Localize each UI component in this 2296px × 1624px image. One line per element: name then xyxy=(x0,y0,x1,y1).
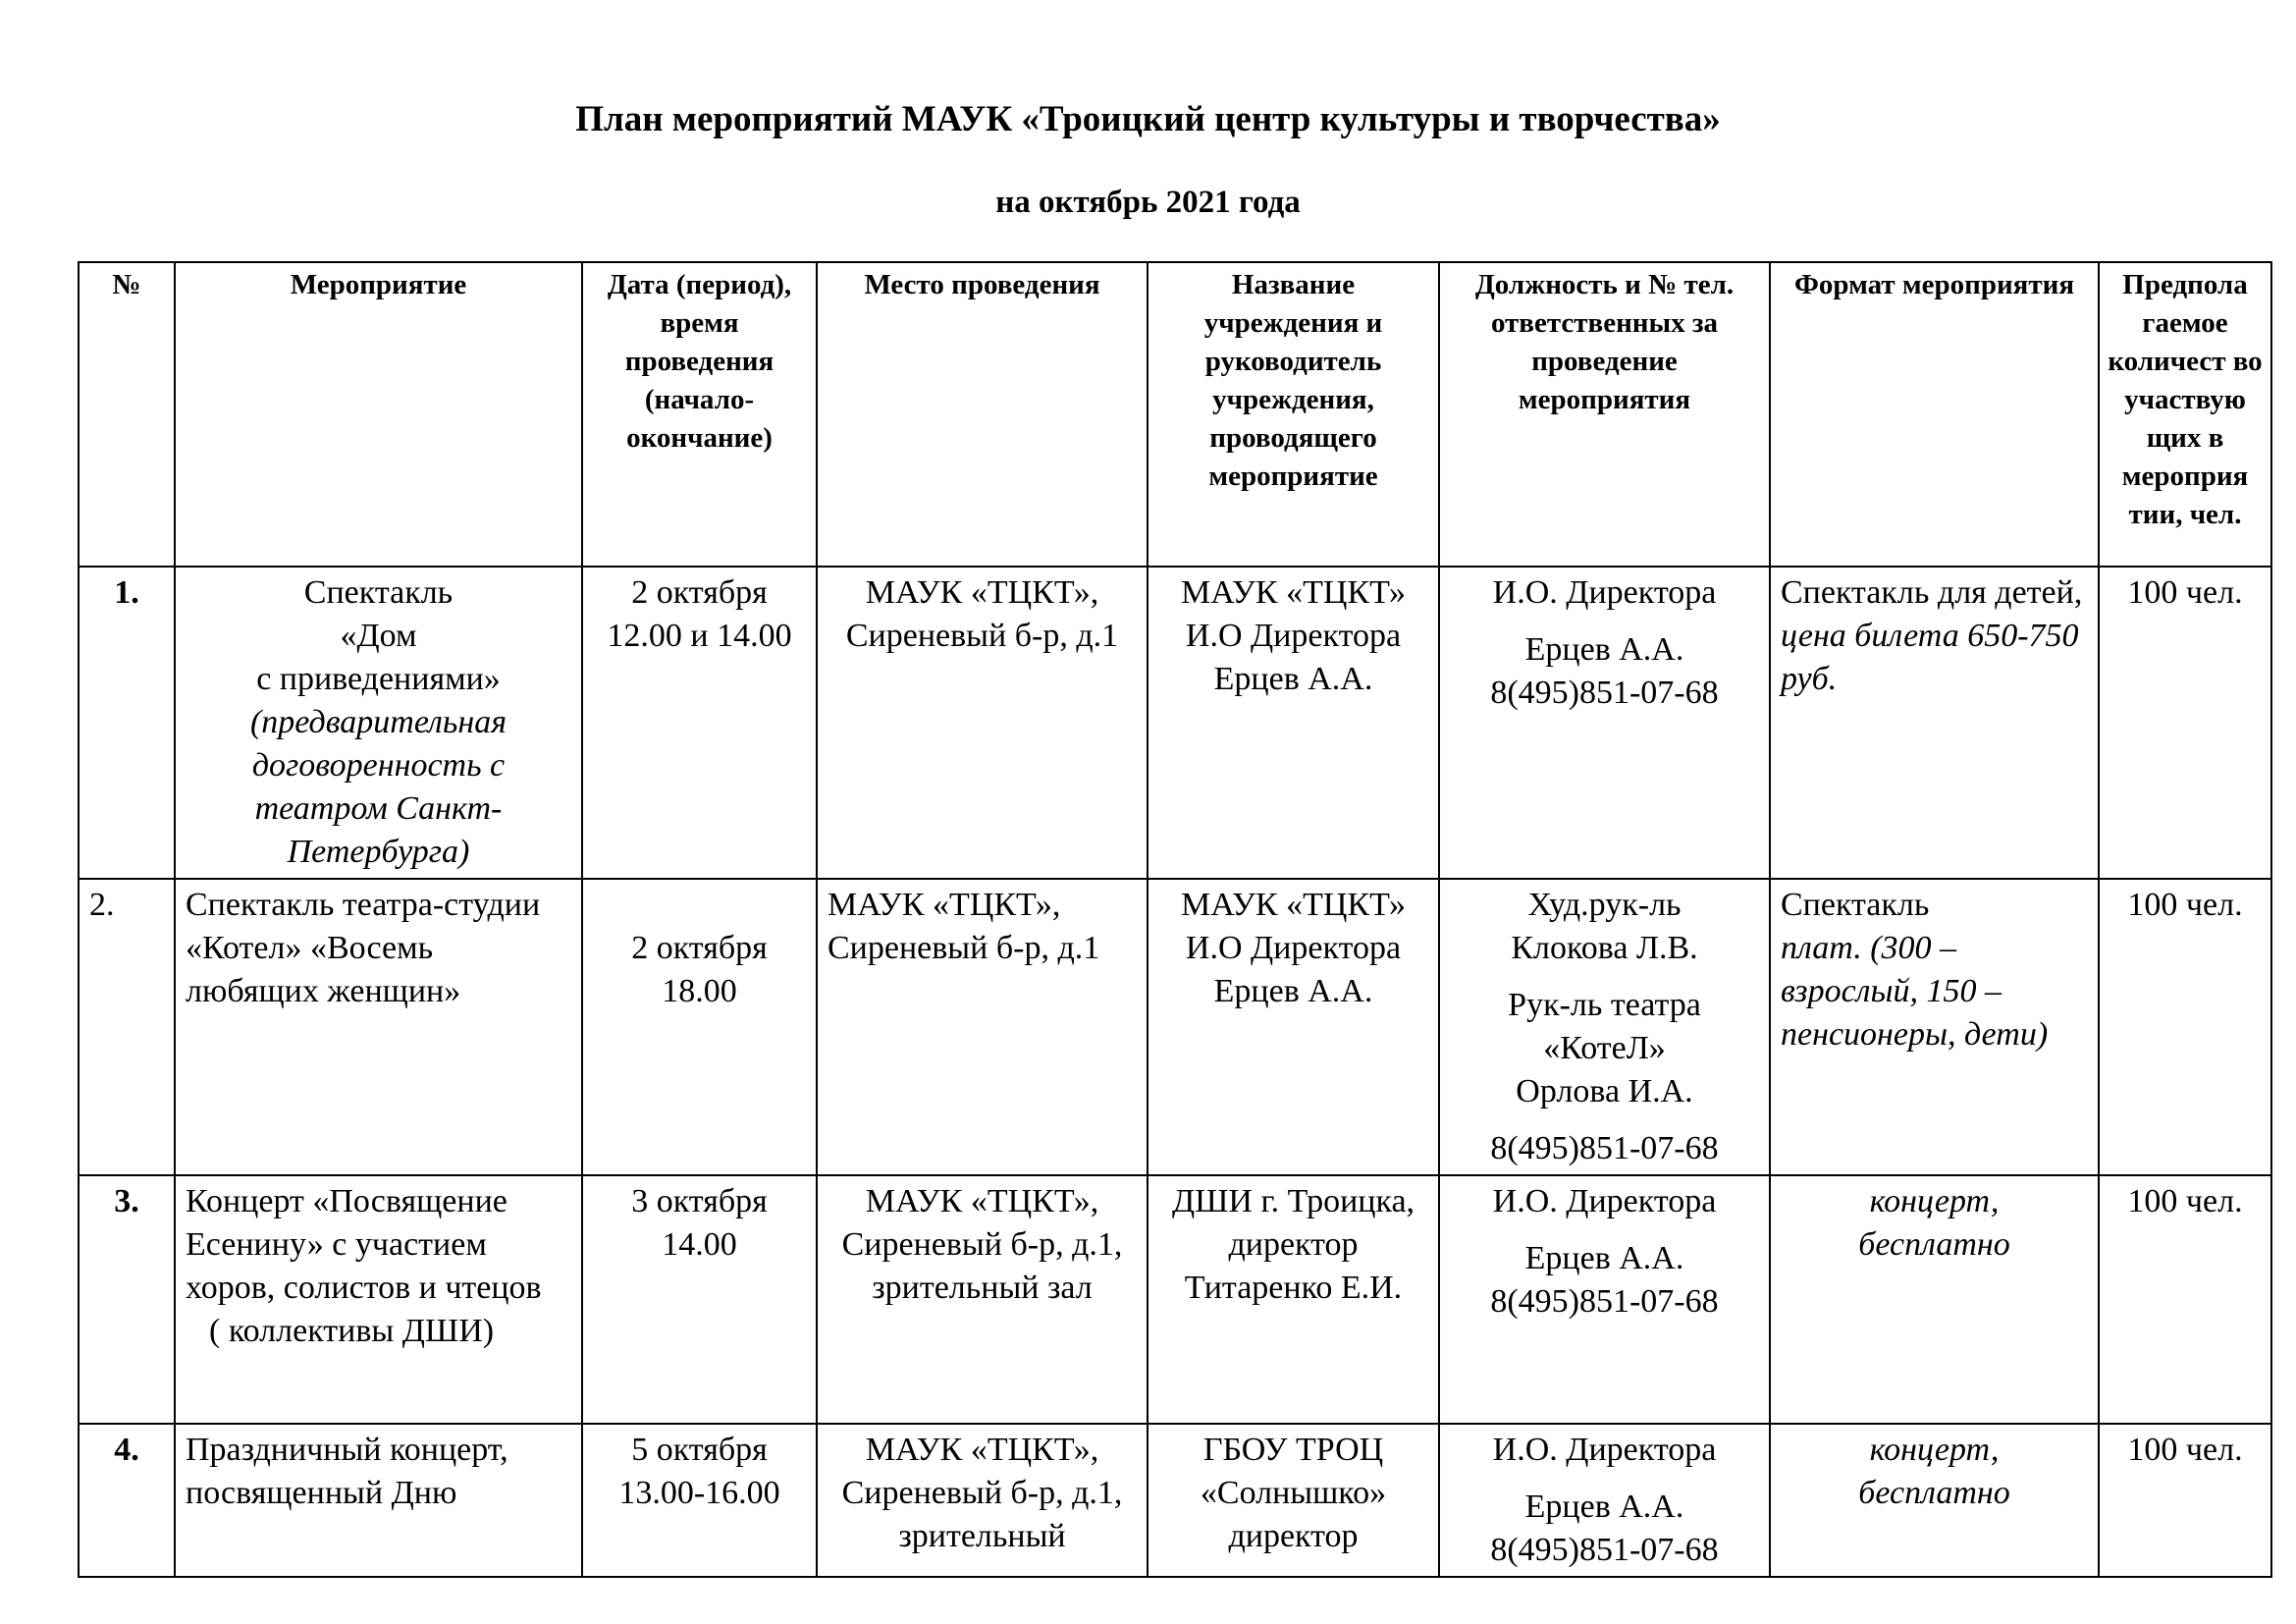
row-num: 1. xyxy=(79,567,175,879)
row-date xyxy=(582,879,817,1175)
table-row xyxy=(79,1424,2271,1577)
row-date: 3 октября 14.00 xyxy=(582,1175,817,1424)
row-format: концерт, бесплатно xyxy=(1770,1424,2099,1577)
event-line: с приведениями» xyxy=(256,661,501,697)
format-note: плат. (300 – взрослый, 150 – пенсионеры, дети) xyxy=(1781,930,2049,1053)
resp-line: Ерцев А.А. 8(495)851-07-68 xyxy=(1490,631,1719,711)
format-text: Спектакль xyxy=(1781,887,1930,923)
table-row xyxy=(79,1175,2271,1424)
header-num: № xyxy=(79,262,175,567)
header-resp: Должность и № тел. ответственных за проведение мероприятия xyxy=(1439,262,1770,567)
header-date: Дата (период), время проведения (начало-окончание) xyxy=(582,262,817,567)
row-org: МАУК «ТЦКТ» И.О Директора Ерцев А.А. xyxy=(1148,567,1439,879)
event-text: Концерт «Посвящение Есенину» с участием хоров, солистов и чтецов xyxy=(186,1183,542,1306)
header-place: Место проведения xyxy=(817,262,1148,567)
row-place: МАУК «ТЦКТ», Сиреневый б-р, д.1 xyxy=(817,879,1148,1175)
row-place: МАУК «ТЦКТ», Сиреневый б-р, д.1, зрительный xyxy=(817,1424,1148,1577)
row-place: МАУК «ТЦКТ», Сиреневый б-р, д.1, зрительный зал xyxy=(817,1175,1148,1424)
page-title: План мероприятий МАУК «Троицкий центр культуры и творчества» xyxy=(575,99,1721,139)
event-line: «Дом xyxy=(340,618,417,654)
row-org: ГБОУ ТРОЦ «Солнышко» директор xyxy=(1148,1424,1439,1577)
row-num: 4. xyxy=(79,1424,175,1577)
format-note: цена билета 650-750 руб. xyxy=(1781,618,2079,697)
resp-line: Ерцев А.А. 8(495)851-07-68 xyxy=(1490,1489,1719,1568)
header-count: Предпола гаемое количест во участвую щих в мероприя тии, чел. xyxy=(2099,262,2271,567)
event-note: (предварительная договоренность с театром Санкт-Петербурга) xyxy=(249,704,507,870)
date-text: 2 октября 18.00 xyxy=(631,930,768,1009)
event-tail: ( коллективы ДШИ) xyxy=(209,1313,495,1349)
table-row xyxy=(79,879,2271,1175)
table-row xyxy=(79,567,2271,879)
row-responsible xyxy=(1439,1175,1770,1424)
table-header-row xyxy=(79,262,2271,567)
page-subtitle: на октябрь 2021 года xyxy=(995,185,1301,220)
header-event: Мероприятие xyxy=(175,262,582,567)
row-event: Спектакль театра-студии «Котел» «Восемь любящих женщин» xyxy=(175,879,582,1175)
header-format: Формат мероприятия xyxy=(1770,262,2099,567)
row-place: МАУК «ТЦКТ», Сиреневый б-р, д.1 xyxy=(817,567,1148,879)
row-count: 100 чел. xyxy=(2099,1424,2271,1577)
resp-line: 8(495)851-07-68 xyxy=(1490,1130,1719,1166)
row-count: 100 чел. xyxy=(2099,567,2271,879)
resp-line: И.О. Директора xyxy=(1492,574,1717,611)
resp-line: И.О. Директора xyxy=(1492,1432,1717,1468)
row-count: 100 чел. xyxy=(2099,879,2271,1175)
row-event xyxy=(175,1175,582,1424)
row-num: 3. xyxy=(79,1175,175,1424)
row-num: 2. xyxy=(79,879,175,1175)
row-format: концерт, бесплатно xyxy=(1770,1175,2099,1424)
resp-line: И.О. Директора xyxy=(1492,1183,1717,1219)
row-event xyxy=(175,567,582,879)
row-responsible xyxy=(1439,1424,1770,1577)
row-org: ДШИ г. Троицка, директор Титаренко Е.И. xyxy=(1148,1175,1439,1424)
row-org: МАУК «ТЦКТ» И.О Директора Ерцев А.А. xyxy=(1148,879,1439,1175)
row-count: 100 чел. xyxy=(2099,1175,2271,1424)
resp-line: Ерцев А.А. 8(495)851-07-68 xyxy=(1490,1240,1719,1320)
resp-line: Рук-ль театра «КотеЛ» Орлова И.А. xyxy=(1508,987,1701,1110)
events-table xyxy=(78,261,2272,1578)
row-date: 5 октября 13.00-16.00 xyxy=(582,1424,817,1577)
event-line: Спектакль xyxy=(303,574,454,611)
resp-line: Худ.рук-ль Клокова Л.В. xyxy=(1511,887,1698,966)
row-format xyxy=(1770,567,2099,879)
format-text: Спектакль для детей, xyxy=(1781,574,2083,611)
header-org: Название учреждения и руководитель учреждения, проводящего мероприятие xyxy=(1148,262,1439,567)
row-event: Праздничный концерт, посвященный Дню xyxy=(175,1424,582,1577)
row-responsible xyxy=(1439,879,1770,1175)
row-format xyxy=(1770,879,2099,1175)
row-date: 2 октября 12.00 и 14.00 xyxy=(582,567,817,879)
row-responsible xyxy=(1439,567,1770,879)
